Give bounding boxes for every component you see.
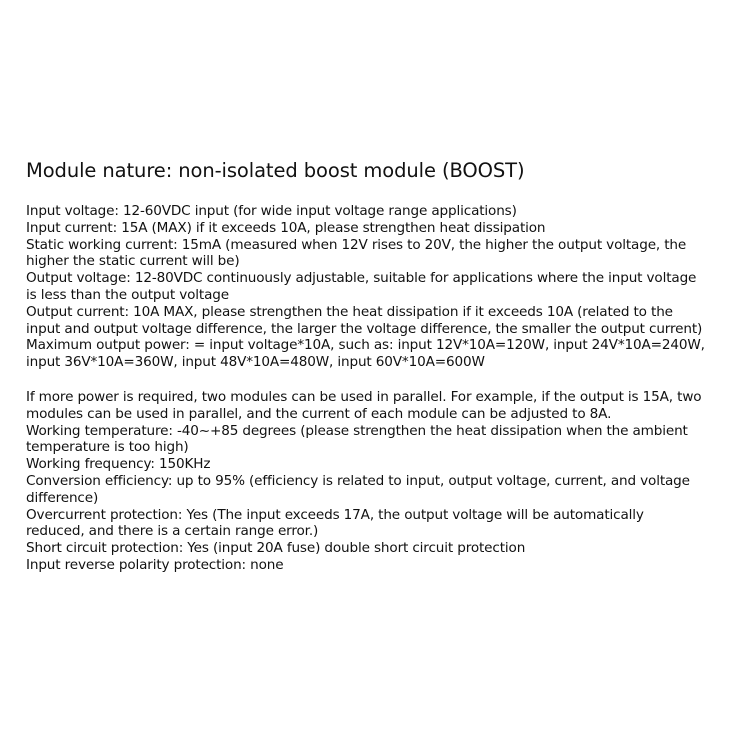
spec-line: reduced, and there is a certain range error.) [26, 523, 319, 540]
spec-line: Working temperature: -40~+85 degrees (please strengthen the heat dissipation when the ambient [26, 422, 688, 439]
spec-line: Input voltage: 12-60VDC input (for wide input voltage range applications) [26, 203, 517, 219]
spec-paragraph-2 [26, 389, 726, 574]
spec-line: Output voltage: 12-80VDC continuously adjustable, suitable for applications where the input voltage [26, 270, 697, 287]
spec-line: Maximum output power: = input voltage*10A, such as: input 12V*10A=120W, input 24V*10A=240W, [26, 337, 705, 354]
paragraph-spacer [26, 371, 726, 389]
spec-line: Short circuit protection: Yes (input 20A fuse) double short circuit protection [26, 540, 526, 557]
spec-paragraph-1 [26, 203, 726, 371]
spec-line: Conversion efficiency: up to 95% (efficiency is related to input, output voltage, current, and voltage [26, 472, 690, 489]
spec-line: difference) [26, 489, 99, 506]
spec-line: If more power is required, two modules can be used in parallel. For example, if the output is 15A, two [26, 388, 702, 405]
document-title: Module nature: non-isolated boost module (BOOST) [26, 159, 525, 182]
spec-line: Overcurrent protection: Yes (The input exceeds 17A, the output voltage will be automatically [26, 506, 644, 523]
spec-line: Working frequency: 150KHz [26, 456, 211, 473]
spec-line: Output current: 10A MAX, please strengthen the heat dissipation if it exceeds 10A (related to the [26, 303, 673, 320]
spec-line: Input reverse polarity protection: none [26, 556, 284, 573]
spec-line: is less than the output voltage [26, 286, 229, 303]
spec-line: Static working current: 15mA (measured when 12V rises to 20V, the higher the output voltage, the [26, 236, 687, 253]
spec-line: Input current: 15A (MAX) if it exceeds 10A, please strengthen heat dissipation [26, 219, 546, 236]
spec-line: input 36V*10A=360W, input 48V*10A=480W, input 60V*10A=600W [26, 354, 485, 371]
spec-line: temperature is too high) [26, 439, 189, 456]
spec-line: higher the static current will be) [26, 253, 240, 270]
spec-line: input and output voltage difference, the larger the voltage difference, the smaller the output current) [26, 320, 703, 337]
spec-document [26, 158, 726, 574]
spec-line: modules can be used in parallel, and the current of each module can be adjusted to 8A. [26, 405, 612, 422]
